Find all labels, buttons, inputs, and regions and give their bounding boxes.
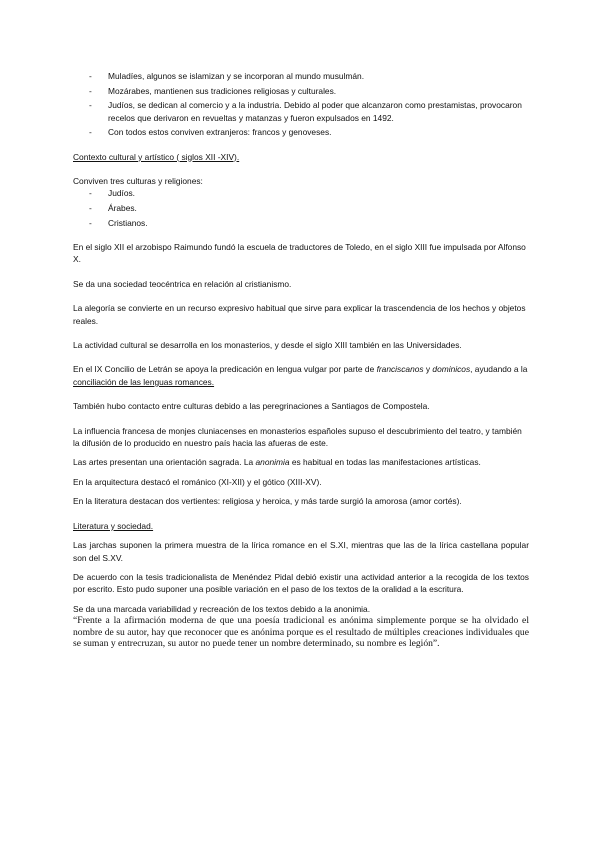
paragraph-concilio: [73, 363, 529, 388]
list-item: - Judíos.: [89, 187, 529, 199]
list-item: - Judíos, se dedican al comercio y a la industria. Debido al poder que alcanzaron como prestamistas, provocaron recelos que derivaron en revueltas y matanzas y fueron expulsados en 1492.: [89, 99, 529, 124]
paragraph-peregrinaciones: También hubo contacto entre culturas debido a las peregrinaciones a Santiagos de Compostela.: [73, 401, 430, 412]
paragraph-raimundo: En el siglo XII el arzobispo Raimundo fundó la escuela de traductores de Toledo, en el siglo XIII fue impulsada por Alfonso X.: [73, 242, 526, 265]
italic-term: anonimia: [255, 457, 290, 468]
list-item: - Mozárabes, mantienen sus tradiciones religiosas y culturales.: [89, 85, 529, 97]
list-item: - Cristianos.: [89, 217, 529, 229]
text-span: En el IX Concilio de Letrán se apoya la predicación en lengua vulgar por parte de: [73, 364, 377, 375]
text-span: es habitual en todas las manifestaciones artísticas.: [289, 457, 481, 468]
paragraph-conviven: Conviven tres culturas y religiones:: [73, 176, 203, 186]
underlined-phrase: conciliación de las lenguas romances.: [73, 376, 215, 387]
paragraph-literatura: En la literatura destacan dos vertientes: religiosa y heroica, y más tarde surgió la amorosa (amor cortés).: [73, 496, 462, 507]
italic-term: dominicos: [432, 364, 471, 375]
list-item: - Árabes.: [89, 202, 529, 214]
text-span: , ayudando a la: [470, 364, 528, 375]
document-body: [73, 70, 529, 650]
text-span: y: [423, 364, 433, 375]
paragraph-actividad: La actividad cultural se desarrolla en los monasterios, y desde el siglo XIII también en las Universidades.: [73, 340, 462, 351]
paragraph-artes: [73, 456, 529, 468]
paragraph-alegoria: La alegoría se convierte en un recurso expresivo habitual que sirve para explicar la trascendencia de los hechos y objetos reales.: [73, 303, 526, 326]
paragraph-menendez: De acuerdo con la tesis tradicionalista de Menéndez Pidal debió existir una actividad anterior a la recogida de los textos por escrito. Esto pudo suponer una posible variación en el paso de los textos de la oralidad a la escritura.: [73, 571, 529, 595]
paragraph-teocentrica: Se da una sociedad teocéntrica en relación al cristianismo.: [73, 278, 292, 289]
cultures-list: [89, 187, 529, 229]
section-heading-literatura: Literatura y sociedad.: [73, 520, 154, 531]
block-quote: “Frente a la afirmación moderna de que una poesía tradicional es anónima simplemente porque se ha olvidado el nombre de su autor, hay que reconocer que es anónima porque es el resultado de múltiples creaciones individuales que se suman y entrecruzan, su autor no puede tener un nombre determinado, su nombre es legión”.: [73, 615, 529, 650]
list-item: - Muladíes, algunos se islamizan y se incorporan al mundo musulmán.: [89, 70, 529, 82]
paragraph-influencia: La influencia francesa de monjes cluniacenses en monasterios españoles supuso el descubrimiento del teatro, y también la difusión de lo producido en nuestro país hacia las afueras de este.: [73, 425, 522, 449]
paragraph-arquitectura: En la arquitectura destacó el románico (XI-XII) y el gótico (XIII-XV).: [73, 476, 322, 487]
italic-term: franciscanos: [376, 364, 424, 375]
list-item: - Con todos estos conviven extranjeros: francos y genoveses.: [89, 126, 529, 138]
paragraph-jarchas: Las jarchas suponen la primera muestra de la lírica romance en el S.XI, mientras que las de la lírica castellana popular son del S.XV.: [73, 540, 529, 563]
groups-list: [89, 70, 529, 139]
text-span: Las artes presentan una orientación sagrada. La: [73, 457, 256, 468]
section-heading-context: Contexto cultural y artístico ( siglos XII -XIV).: [73, 151, 240, 162]
paragraph-variabilidad: Se da una marcada variabilidad y recreación de los textos debido a la anonimia.: [73, 603, 371, 614]
